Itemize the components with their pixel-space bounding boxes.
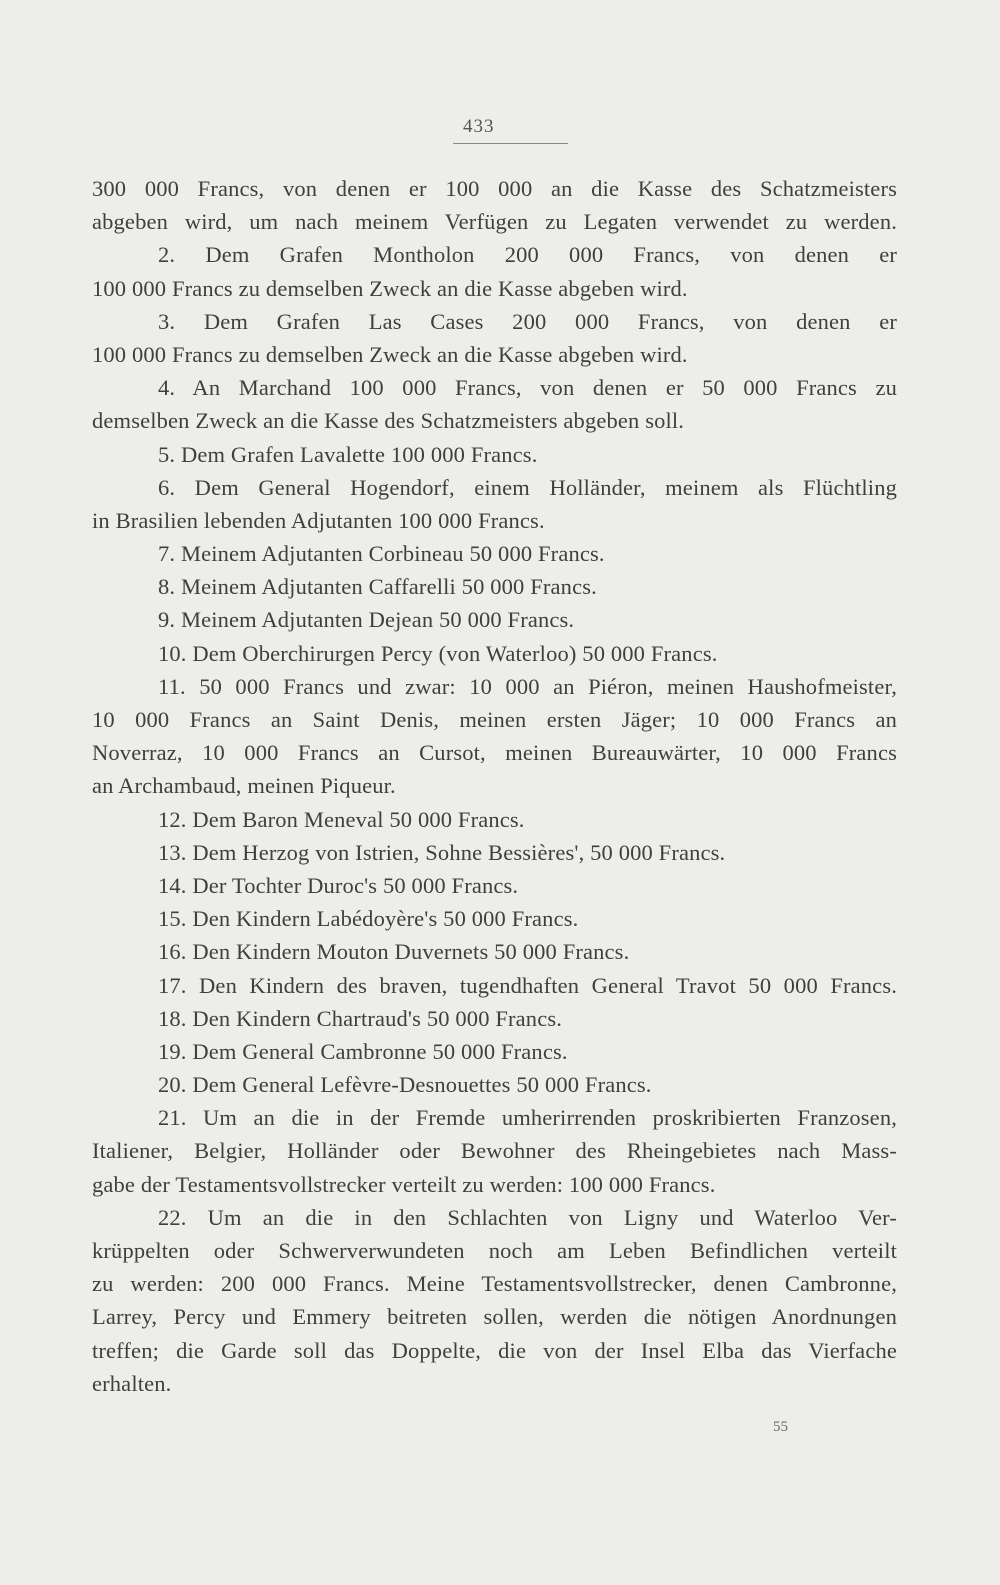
text-line: 14. Der Tochter Duroc's 50 000 Francs. — [158, 872, 519, 898]
text-line: abgeben wird, um nach meinem Verfügen zu Legaten verwendet zu werden. — [92, 209, 897, 235]
text-line: 21. Um an die in der Fremde umherirrenden proskribierten Franzosen, — [158, 1105, 897, 1131]
text-line: 3. Dem Grafen Las Cases 200 000 Francs, von denen er — [158, 308, 897, 334]
text-line: 22. Um an die in den Schlachten von Ligny und Waterloo Ver- — [158, 1204, 897, 1230]
text-line: 18. Den Kindern Chartraud's 50 000 Francs. — [158, 1005, 563, 1031]
text-line: 11. 50 000 Francs und zwar: 10 000 an Piéron, meinen Haushofmeister, — [158, 673, 897, 699]
text-line: Italiener, Belgier, Holländer oder Bewohner des Rheingebietes nach Mass- — [92, 1138, 897, 1164]
text-line: 20. Dem General Lefèvre-Desnouettes 50 000 Francs. — [158, 1072, 652, 1098]
text-line: 4. An Marchand 100 000 Francs, von denen er 50 000 Francs zu — [158, 375, 897, 401]
text-line: 5. Dem Grafen Lavalette 100 000 Francs. — [158, 441, 538, 467]
text-line: 10. Dem Oberchirurgen Percy (von Waterloo) 50 000 Francs. — [158, 640, 718, 666]
text-line: in Brasilien lebenden Adjutanten 100 000 Francs. — [92, 507, 545, 533]
text-line: 8. Meinem Adjutanten Caffarelli 50 000 Francs. — [158, 574, 597, 600]
text-line: 15. Den Kindern Labédoyère's 50 000 Francs. — [158, 906, 579, 932]
header-rule — [453, 143, 568, 144]
text-line: 19. Dem General Cambronne 50 000 Francs. — [158, 1038, 568, 1064]
text-line: demselben Zweck an die Kasse des Schatzmeisters abgeben soll. — [92, 408, 685, 434]
text-line: 12. Dem Baron Meneval 50 000 Francs. — [158, 806, 525, 832]
text-line: 17. Den Kindern des braven, tugendhaften General Travot 50 000 Francs. — [158, 972, 897, 998]
text-line: treffen; die Garde soll das Doppelte, die von der Insel Elba das Vierfache — [92, 1337, 897, 1363]
text-line: zu werden: 200 000 Francs. Meine Testamentsvollstrecker, denen Cambronne, — [92, 1271, 897, 1297]
text-line: 300 000 Francs, von denen er 100 000 an die Kasse des Schatzmeisters — [92, 176, 897, 201]
text-line: 2. Dem Grafen Montholon 200 000 Francs, von denen er — [158, 242, 897, 268]
text-line: 7. Meinem Adjutanten Corbineau 50 000 Francs. — [158, 541, 605, 567]
text-line: gabe der Testamentsvollstrecker verteilt zu werden: 100 000 Francs. — [92, 1171, 716, 1197]
text-line: Noverraz, 10 000 Francs an Cursot, meinen Bureauwärter, 10 000 Francs — [92, 740, 897, 766]
signature-mark: 55 — [773, 1419, 788, 1435]
text-line: 100 000 Francs zu demselben Zweck an die Kasse abgeben wird. — [92, 275, 688, 301]
text-line: erhalten. — [92, 1370, 172, 1396]
page-number: 433 — [463, 116, 495, 137]
text-line: Larrey, Percy und Emmery beitreten sollen, werden die nötigen Anordnungen — [92, 1304, 897, 1330]
text-line: 9. Meinem Adjutanten Dejean 50 000 Francs. — [158, 607, 575, 633]
text-line: 10 000 Francs an Saint Denis, meinen ersten Jäger; 10 000 Francs an — [92, 707, 897, 732]
text-line: 100 000 Francs zu demselben Zweck an die Kasse abgeben wird. — [92, 341, 688, 367]
text-line: 13. Dem Herzog von Istrien, Sohne Bessières', 50 000 Francs. — [158, 839, 726, 865]
text-line: an Archambaud, meinen Piqueur. — [92, 773, 396, 799]
text-line: 16. Den Kindern Mouton Duvernets 50 000 Francs. — [158, 939, 630, 965]
text-line: krüppelten oder Schwerverwundeten noch am Leben Befindlichen verteilt — [92, 1238, 897, 1263]
body-text — [92, 172, 897, 1400]
text-line: 6. Dem General Hogendorf, einem Holländer, meinem als Flüchtling — [158, 474, 897, 500]
